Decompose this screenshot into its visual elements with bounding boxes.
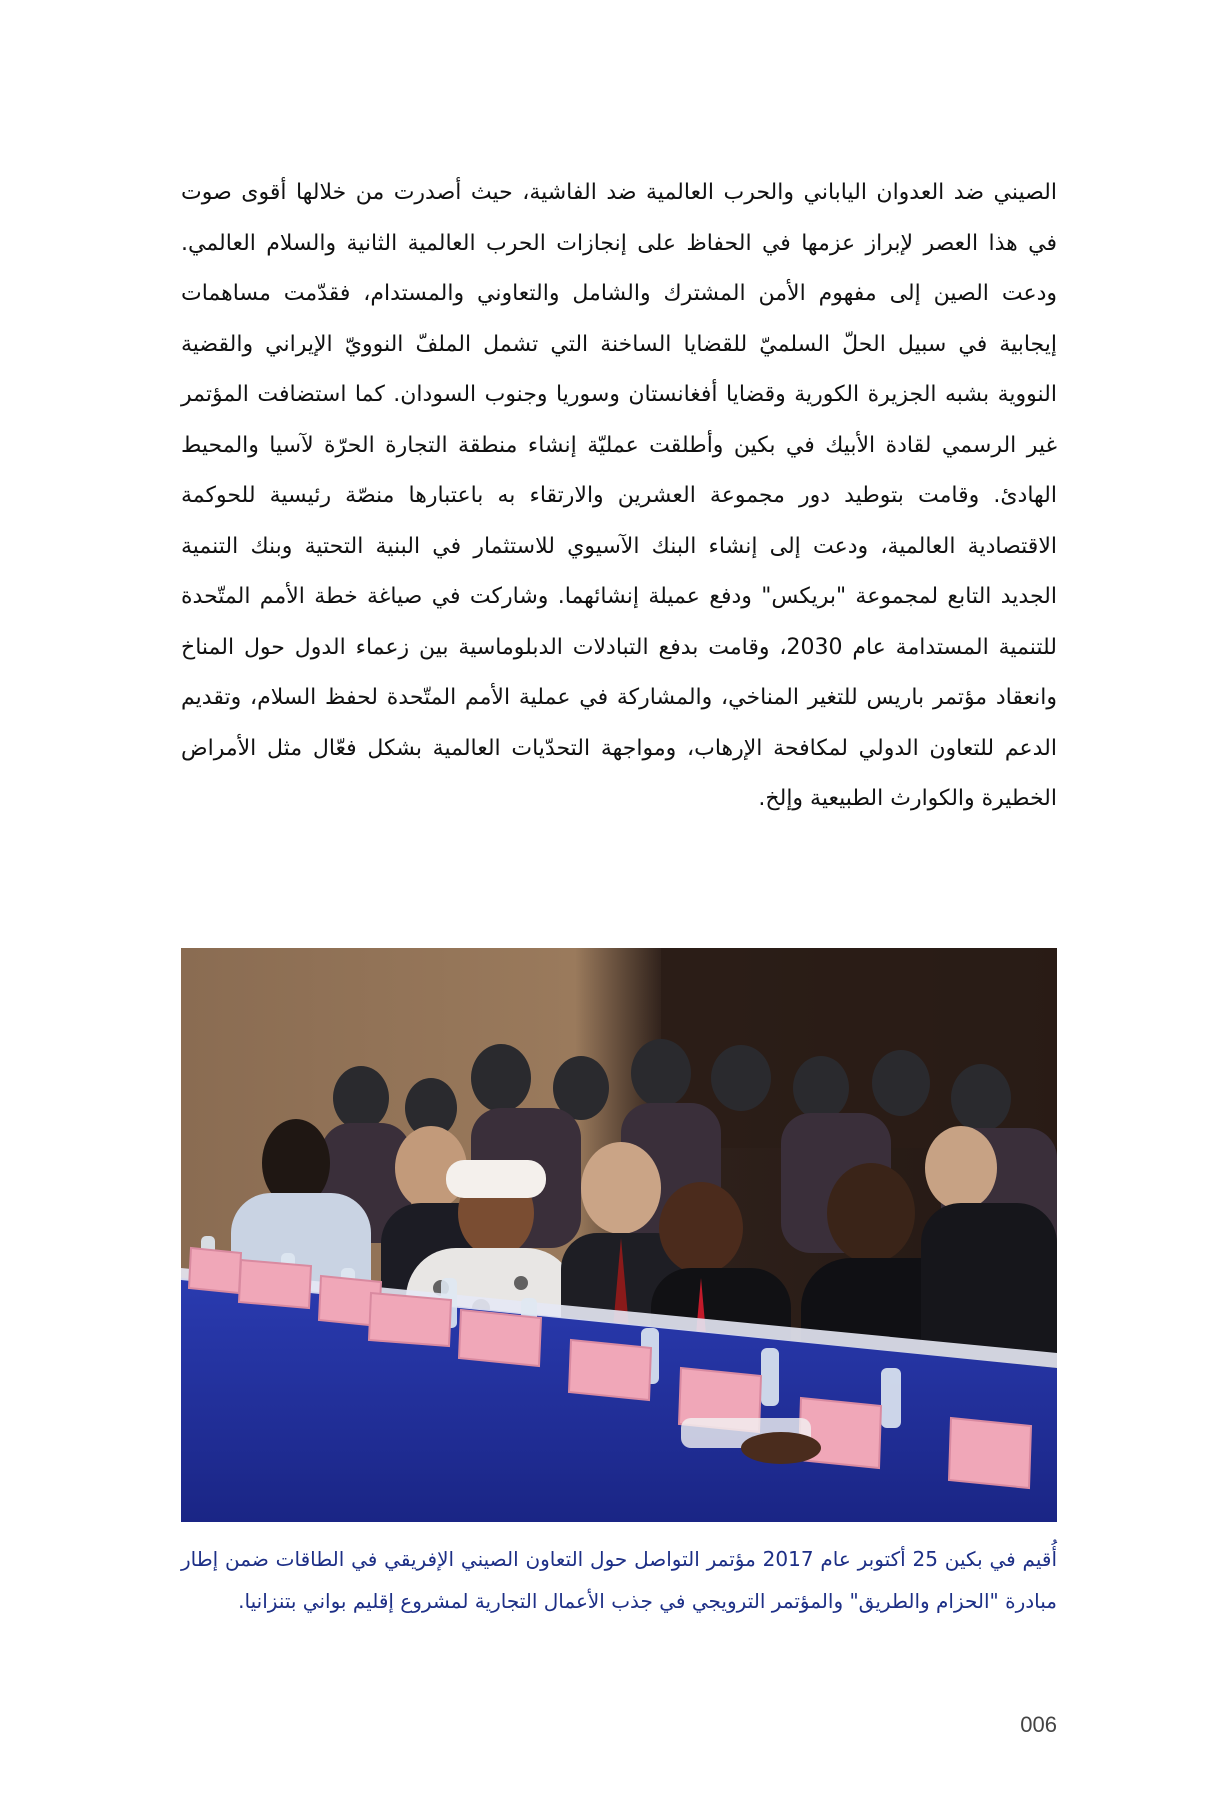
page-number: 006: [1020, 1712, 1057, 1737]
conference-photo: [181, 948, 1057, 1522]
photo-caption: أُقيم في بكين 25 أكتوبر عام 2017 مؤتمر التواصل حول التعاون الصيني الإفريقي في الطاقات ضمن إطار مبادرة "الحزام والطريق" والمؤتمر الترويجي في جذب الأعمال التجارية لمشروع إقليم بواني بتنزانيا.: [181, 1547, 1058, 1613]
body-paragraph: الصيني ضد العدوان الياباني والحرب العالمية ضد الفاشية، حيث أصدرت من خلالها أقوى صوت في هذا العصر لإبراز عزمها في الحفاظ على إنجازات الحرب العالمية الثانية والسلام العالمي. ودعت الصين إلى مفهوم الأمن المشترك والشامل والتعاوني والمستدام، فقدّمت مساهمات إيجابية في سبيل الحلّ السلميّ للقضايا الساخنة التي تشمل الملفّ النوويّ الإيراني والقضية النووية بشبه الجزيرة الكورية وقضايا أفغانستان وسوريا وجنوب السودان. كما استضافت المؤتمر غير الرسمي لقادة الأبيك في بكين وأطلقت عمليّة إنشاء منطقة التجارة الحرّة لآسيا والمحيط الهادئ. وقامت بتوطيد دور مجموعة العشرين والارتقاء به باعتبارها منصّة رئيسية للحوكمة الاقتصادية العالمية، ودعت إلى إنشاء البنك الآسيوي للاستثمار في البنية التحتية وبنك التنمية الجديد التابع لمجموعة "بريكس" ودفع عميلة إنشائهما. وشاركت في صياغة خطة الأمم المتّحدة للتنمية المستدامة عام 2030، وقامت بدفع التبادلات الدبلوماسية بين زعماء الدول حول المناخ وانعقاد مؤتمر باريس للتغير المناخي، والمشاركة في عملية الأمم المتّحدة لحفظ السلام، وتقديم الدعم للتعاون الدولي لمكافحة الإرهاب، ومواجهة التحدّيات العالمية بشكل فعّال مثل الأمراض الخطيرة والكوارث الطبيعية وإلخ.: [181, 180, 1057, 811]
